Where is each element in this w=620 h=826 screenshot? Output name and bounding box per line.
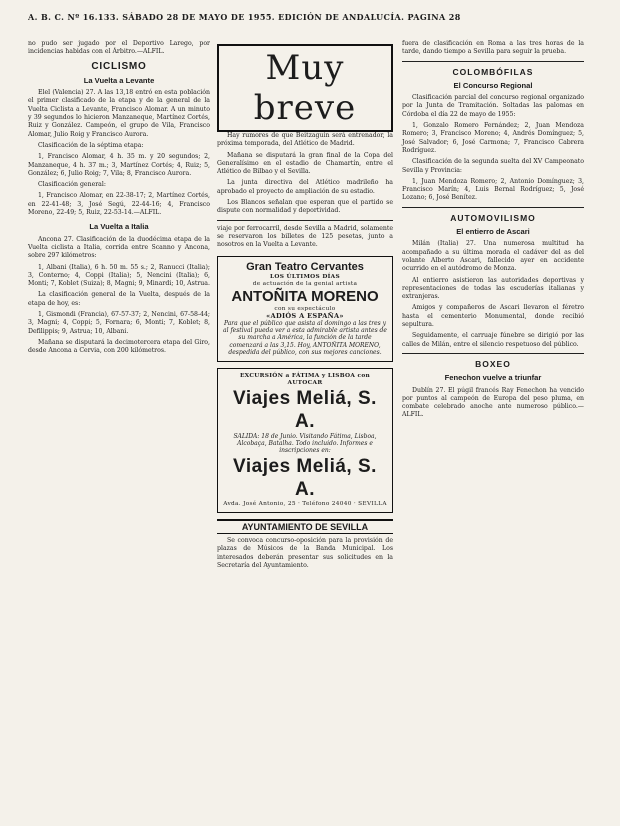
ad-viajes-top: EXCURSIÓN a FÁTIMA y LISBOA con AUTOCAR <box>239 372 371 386</box>
paragraph: Clasificación parcial del concurso regional organizado por la Junta de Tramitación. Soltadas las palomas en Córdoba el día 22 de mayo de 1955: <box>402 94 584 118</box>
paragraph: Ancona 27. Clasificación de la duodécima etapa de la Vuelta ciclista a Italia, corrida entre Scanno y Ancona, sobre 297 kilómetros: <box>28 235 210 260</box>
ad-viajes-name: Viajes Meliá, S. A. <box>233 387 377 432</box>
ad-viajes-name: Viajes Meliá, S. A. <box>233 455 377 500</box>
paragraph: Seguidamente, el carruaje fúnebre se dirigió por las calles de Milán, entre el silencio respetuoso del público. <box>402 332 584 348</box>
ad-teatro-line: con su espectáculo <box>274 305 336 312</box>
paragraph: Clasificación general: <box>38 181 106 189</box>
heading-vuelta-italia: La Vuelta a Italia <box>89 222 149 232</box>
heading-vuelta-levante: La Vuelta a Levante <box>83 75 155 85</box>
ad-teatro-show: «ADIÓS A ESPAÑA» <box>266 311 344 320</box>
muy-breve-title: Muy breve <box>253 48 357 128</box>
paragraph: 1, Gonzalo Romero Fernández; 2, Juan Mendoza Romero; 3, Francisco Moreno; 4, Andrés Domínguez; 5, José Salvador; 6, José Carmona; 7, Francisco Cabrera Rodríguez. <box>402 122 584 154</box>
heading-concurso-regional: El Concurso Regional <box>453 80 533 90</box>
paragraph: Elel (Valencia) 27. A las 13,18 entró en esta población el primer clasificado de la etapa y de la general de la Vuelta Ciclista a Levante, Francisco Alomar. A un minuto y 39 segundos lo hicieron Manzaneque, Martínez Cortés, Ruiz y González. Campeón, el grupo de Vila, Francisco Alomar, Julio Roig y Francisco Aurora. <box>28 89 210 138</box>
paragraph: 1, Juan Mendoza Romero; 2, Antonio Domínguez; 3, Francisco Marín; 4, Luis Bernal Rodríguez; 5, José Lozano; 6, José Benítez. <box>402 177 584 202</box>
intro-text: no pudo ser jugado por el Deportivo Larego, por incidencias habidas con el Árbitro.—ALFIL. <box>28 40 210 56</box>
paragraph: 1, Francisco Alomar, en 22-38-17; 2, Martínez Cortés, en 22-41-48; 3, José Segú, 22-44-16; 4, Francisco Moreno, 22-49; 5, Ruiz, 22-53-14.—ALFIL. <box>28 192 210 217</box>
section-ciclismo: CICLISMO <box>91 60 147 72</box>
ad-teatro-star: ANTOÑITA MORENO <box>231 287 379 305</box>
section-automovilismo: AUTOMOVILISMO <box>450 212 536 223</box>
column-right <box>402 40 584 423</box>
paragraph: 1, Albani (Italia), 6 h. 50 m. 55 s.; 2, Ranucci (Italia); 3, Conterno; 4, Coppi (Italia); 5, Nencini (Italia); 6, Monti; 7, Koblet (Suiza); 8, Magni; 9, Minardi; 10, Astrua. <box>28 263 210 288</box>
heading-entierro-ascari: El entierro de Ascari <box>456 227 530 237</box>
muy-breve-box <box>217 44 393 132</box>
ad-viajes-melia <box>217 368 393 513</box>
paragraph: La clasificación general de la Vuelta, después de la etapa de hoy, es: <box>28 291 210 307</box>
column-left <box>28 40 210 359</box>
column-middle <box>217 40 393 573</box>
section-boxeo: BOXEO <box>475 358 511 369</box>
ayuntamiento-body: Se convoca concurso-oposición para la provisión de plazas de Músicos de la Banda Municipal. Los interesados deberán presentar sus solicitudes en la Secretaría del Ayuntamiento. <box>217 537 393 569</box>
paragraph: Amigos y compañeros de Ascari llevaron el féretro hasta el cementerio Monumental, donde recibió sepultura. <box>402 304 584 329</box>
divider <box>402 353 584 354</box>
paragraph: Mañana se disputará la decimotercera etapa del Giro, desde Ancona a Cervia, con 200 kilómetros. <box>28 338 210 355</box>
paragraph: Al entierro asistieron las autoridades deportivas y representaciones de todas las escuderías italianas y extranjeras. <box>402 276 584 301</box>
brief: Mañana se disputará la gran final de la Copa del Generalísimo en el estadio de Chamartín, entre el Atlético de Bilbao y el Sevilla. <box>217 151 393 176</box>
brief: La junta directiva del Atlético madrileño ha aprobado el proyecto de ampliación de su estadio. <box>217 179 393 195</box>
divider <box>402 207 584 208</box>
section-colombofilas: COLOMBÓFILAS <box>452 66 534 77</box>
paragraph: Dublín 27. El púgil francés Ray Fenechon ha vencido por puntos al campeón de Europa del peso pluma, en combate celebrado anoche ante numeroso público.—ALFIL. <box>402 386 584 419</box>
paragraph: 1, Francisco Alomar, 4 h. 35 m. y 20 segundos; 2, Manzaneque, 4 h. 37 m.; 3, Martínez Cortés; 4, Ruiz; 5, González; 6, Julio Roig; 7, Vila; 8, Francisco Aurora. <box>28 153 210 177</box>
continued-text: viaje por ferrocarril, desde Sevilla a Madrid, solamente se reservaron los billetes de 125 pesetas, junto a nosotros en la Vuelta a Levante. <box>217 224 393 249</box>
ad-gran-teatro-cervantes <box>217 256 393 362</box>
page-header: A. B. C. Nº 16.133. SÁBADO 28 DE MAYO DE 1955. EDICIÓN DE ANDALUCÍA. PAGINA 28 <box>28 12 461 22</box>
paragraph: 1, Gismondi (Francia), 67-57-37; 2, Nencini, 67-58-44; 3, Magni; 4, Coppi; 5, Fornara; 6, Monti; 7, Koblet; 8, Defilippis; 9, Astrua; 10, Albani. <box>28 311 210 335</box>
ad-teatro-title: Gran Teatro Cervantes <box>246 260 364 273</box>
ad-viajes-body: SALIDA: 18 de Junio. Visitando Fátima, Lisboa, Alcobaça, Batalha. Todo incluido. Informes e inscripciones en: <box>233 432 377 455</box>
ad-teatro-body: Para que el público que asista al domingo a las tres y al festival pueda ver a esta admirable artista antes de su marcha a América, la función de la tarde comenzará a las 3,15. Hoy, ANTOÑITA MORENO, despedida del público, con sus mejores canciones. <box>223 319 387 357</box>
paragraph: Clasificación de la segunda suelta del XV Campeonato Sevilla y Provincia: <box>402 158 584 174</box>
ad-teatro-line: de actuación de la genial artista <box>252 280 358 287</box>
ad-viajes-address: Avda. José Antonio, 25 · Teléfono 24040 · SEVILLA <box>223 500 387 507</box>
ad-teatro-line: LOS ÚLTIMOS DÍAS <box>270 273 340 280</box>
paragraph: Milán (Italia) 27. Una numerosa multitud ha acompañado a su última morada el cadáver del as del volante Alberto Ascari, fallecido ayer en accidente ocurrido en el autódromo de Monza. <box>402 240 584 273</box>
divider <box>402 61 584 62</box>
brief: Hay rumores de que Beitzaguin será entrenador, la próxima temporada, del Atlético de Madrid. <box>217 132 393 148</box>
paragraph: Clasificación de la séptima etapa: <box>38 141 144 149</box>
heading-fenechon: Fenechon vuelve a triunfar <box>444 373 542 383</box>
divider <box>217 220 393 221</box>
ayuntamiento-title: AYUNTAMIENTO DE SEVILLA <box>217 519 393 534</box>
intro-text: fuera de clasificación en Roma a las tres horas de la tarde, dando tiempo a Sevilla para seguir la prueba. <box>402 40 584 56</box>
brief: Los Blancos señalan que esperan que el partido se dispute con normalidad y deportividad. <box>217 199 393 215</box>
